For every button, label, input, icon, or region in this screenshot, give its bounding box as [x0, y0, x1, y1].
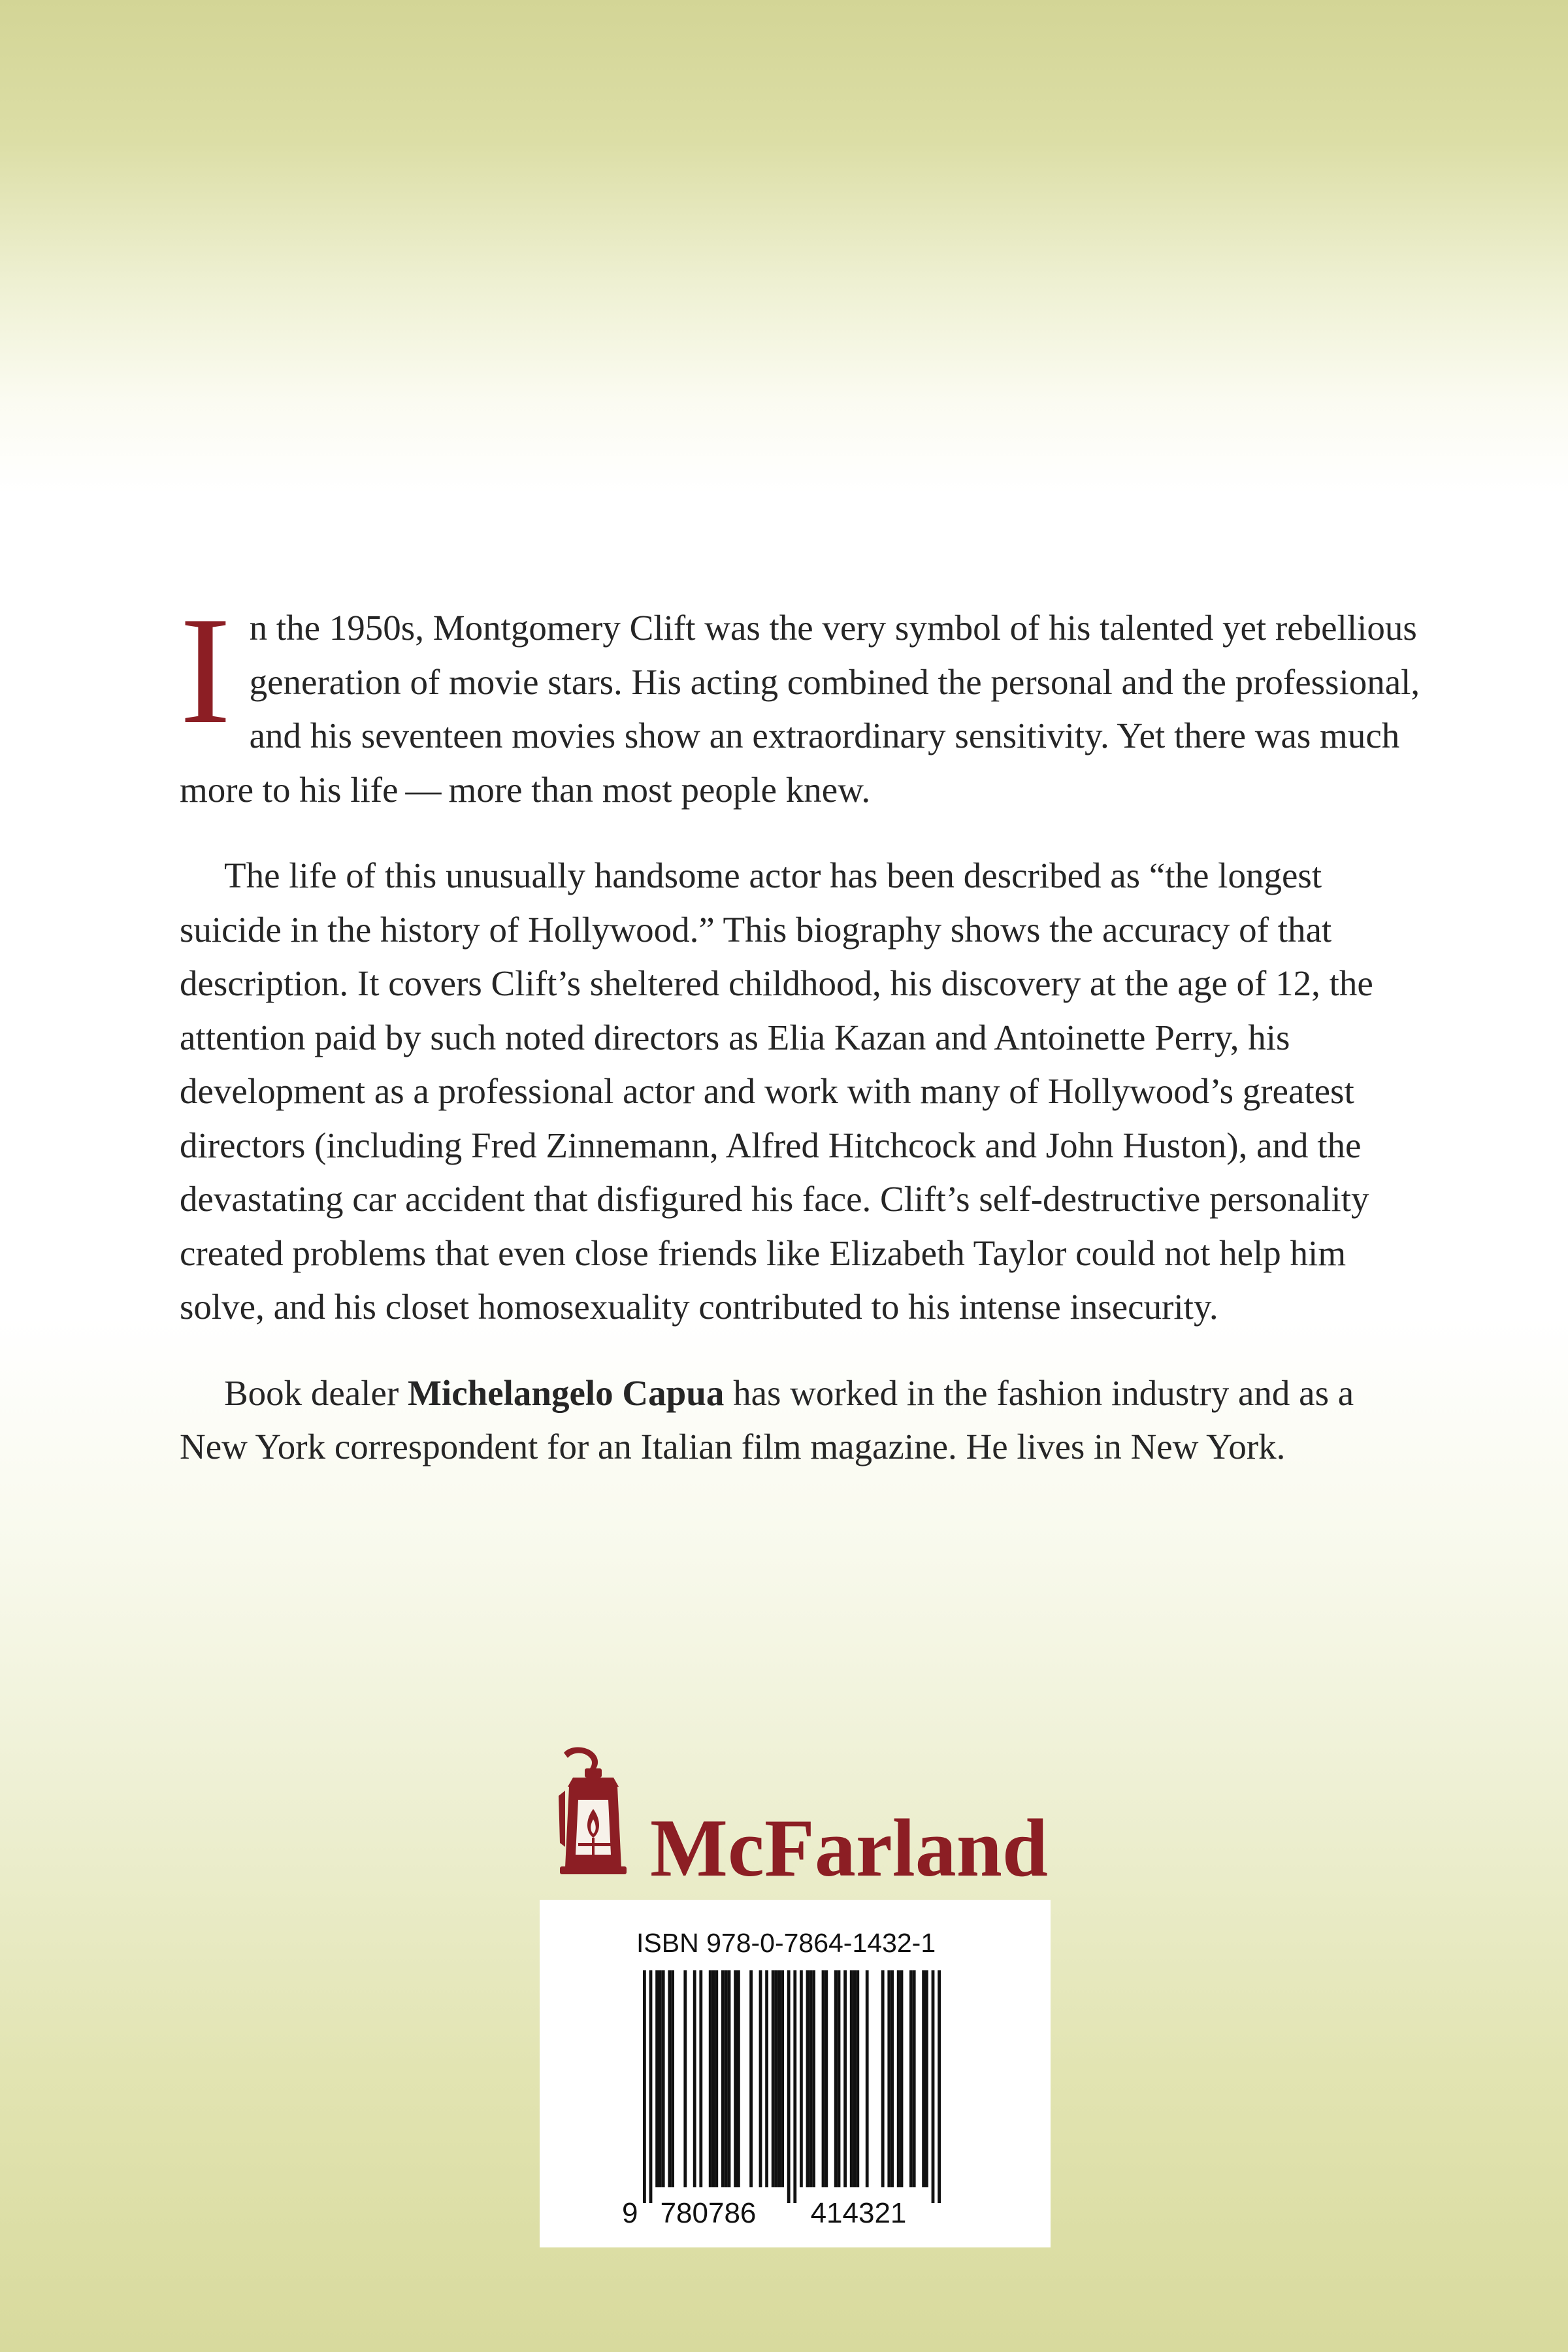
author-name: Michelangelo Capua [408, 1372, 725, 1413]
barcode-label [540, 1900, 1051, 2247]
barcode-bar [699, 1970, 702, 2187]
barcode-bar [900, 1970, 904, 2187]
barcode-bar [922, 1970, 925, 2187]
barcode-digits-left: 780786 [660, 2197, 757, 2229]
barcode-bar [765, 1970, 768, 2187]
barcode-bars [643, 1970, 941, 2203]
barcode-bar [777, 1970, 781, 2187]
barcode-bar [850, 1970, 853, 2187]
barcode-bar [890, 1970, 894, 2187]
barcode-digits-right: 414321 [810, 2197, 907, 2229]
barcode-guard-bar [649, 1970, 653, 2203]
barcode-bar [662, 1970, 665, 2187]
lantern-icon [546, 1745, 644, 1876]
barcode-bar [822, 1970, 825, 2187]
barcode-bar [721, 1970, 725, 2187]
barcode-bar [712, 1970, 715, 2187]
barcode-bar [725, 1970, 728, 2187]
barcode-bar [925, 1970, 928, 2187]
barcode-bar [671, 1970, 674, 2187]
barcode-bar [853, 1970, 857, 2187]
description-paragraph-2: The life of this unusually handsome actor has been described as “the longest suicide in the history of Hollywood.” This biography shows the accuracy of that description. It covers Clift’s sheltered childhood, his discovery at the age of 12, the attention paid by such noted directors as Elia Kazan and Antoinette Perry, his development as a professional actor and work with many of Hollywood’s greatest directors (including Fred Zinnemann, Alfred Hitchcock and John Huston), and the devastating car accident that disfigured his face. Clift’s self-destructive personality created problems that even close friends like Elizabeth Taylor could not help him solve, and his closet homosexuality contributed to his intense insecurity. [180, 855, 1373, 1327]
barcode-bar [809, 1970, 812, 2187]
barcode-bar [749, 1970, 753, 2187]
barcode-bar [759, 1970, 762, 2187]
description-paragraph-1-text: n the 1950s, Montgomery Clift was the very symbol of his talented yet rebellious generation of movie stars. His acting combined the personal and the professional, and his seventeen movies show an extraordinary sensitivity. Yet there was much more to his life — more than most people knew. [180, 608, 1420, 810]
barcode-bar [856, 1970, 859, 2187]
barcode-bar [881, 1970, 885, 2187]
barcode-guard-bar [938, 1970, 941, 2203]
barcode-bar [812, 1970, 815, 2187]
publisher-name: McFarland [650, 1803, 1048, 1894]
barcode-bar [668, 1970, 671, 2187]
barcode-bar [825, 1970, 828, 2187]
description-paragraph-1 [180, 586, 1428, 817]
barcode-bar [772, 1970, 775, 2187]
barcode-image [622, 1970, 962, 2232]
barcode-guard-bar [643, 1970, 646, 2203]
barcode-bar [655, 1970, 659, 2187]
barcode-bar [800, 1970, 803, 2187]
barcode-guard-bar [932, 1970, 935, 2203]
book-description [180, 586, 1428, 1506]
barcode-bar [659, 1970, 662, 2187]
author-bio-lead: Book dealer [224, 1372, 408, 1413]
barcode-digit-first: 9 [622, 2197, 638, 2229]
barcode-guard-bar [787, 1970, 791, 2203]
barcode-bar [737, 1970, 740, 2187]
author-bio-text: has worked in the fashion industry and as a New York correspondent for an Italian film magazine. He lives in New York. [180, 1372, 1354, 1466]
isbn-label: ISBN 978-0-7864-1432-1 [636, 1928, 936, 1958]
author-bio [180, 1366, 1428, 1474]
barcode-bar [843, 1970, 847, 2187]
barcode-bar [838, 1970, 841, 2187]
barcode-bar [887, 1970, 890, 2187]
barcode-bar [897, 1970, 900, 2187]
drop-cap: I [180, 586, 231, 756]
barcode-bar [734, 1970, 737, 2187]
barcode-bar [693, 1970, 696, 2187]
barcode-bar [683, 1970, 687, 2187]
barcode-bar [728, 1970, 731, 2187]
barcode-bar [775, 1970, 778, 2187]
barcode-bar [913, 1970, 916, 2187]
barcode-bar [834, 1970, 838, 2187]
barcode-bar [709, 1970, 712, 2187]
barcode-bar [715, 1970, 718, 2187]
barcode-bar [806, 1970, 809, 2187]
barcode-bar [781, 1970, 784, 2187]
barcode-bar [866, 1970, 869, 2187]
barcode-guard-bar [793, 1970, 796, 2203]
barcode-bar [909, 1970, 913, 2187]
publisher-imprint [546, 1745, 1068, 1894]
